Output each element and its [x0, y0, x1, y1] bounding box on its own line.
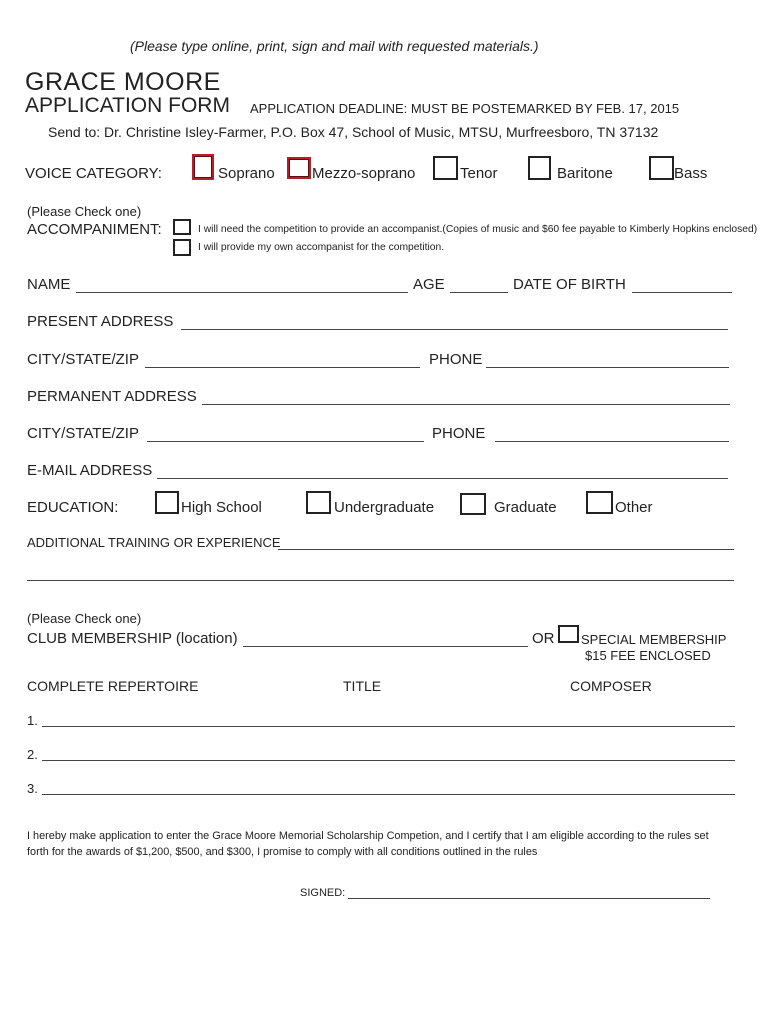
repertoire-composer-header: COMPOSER	[570, 678, 652, 694]
permanent-city-state-zip-field[interactable]	[147, 441, 424, 442]
voice-category-label: VOICE CATEGORY:	[25, 165, 162, 182]
club-note: (Please Check one)	[27, 611, 142, 626]
form-title: GRACE MOORE	[25, 68, 221, 96]
permanent-phone-label: PHONE	[432, 425, 486, 442]
present-city-state-zip-field[interactable]	[145, 367, 420, 368]
repertoire-row-3-field[interactable]	[42, 794, 735, 795]
special-membership-label: SPECIAL MEMBERSHIP	[581, 632, 727, 647]
voice-checkbox-bass[interactable]	[649, 156, 674, 180]
repertoire-header: COMPLETE REPERTOIRE	[27, 678, 199, 694]
education-option-high-school: High School	[181, 499, 262, 516]
email-field[interactable]	[157, 478, 728, 479]
name-field[interactable]	[76, 292, 408, 293]
education-option-undergraduate: Undergraduate	[334, 499, 435, 516]
present-phone-field[interactable]	[486, 367, 729, 368]
send-to-address: Send to: Dr. Christine Isley-Farmer, P.O. Box 47, School of Music, MTSU, Murfreesboro, TN 37132	[48, 124, 659, 140]
voice-option-mezzo-soprano: Mezzo-soprano	[312, 165, 416, 182]
dob-field[interactable]	[632, 292, 732, 293]
special-membership-checkbox[interactable]	[558, 625, 579, 643]
repertoire-row-2-number: 2.	[27, 747, 38, 762]
permanent-address-field[interactable]	[202, 404, 730, 405]
repertoire-title-header: TITLE	[343, 678, 382, 694]
certification-line-2: forth for the awards of $1,200, $500, and $300, I promise to comply with all conditions outlined in the rules	[27, 846, 538, 858]
education-checkbox-high-school[interactable]	[155, 491, 179, 514]
accompaniment-option-own: I will provide my own accompanist for the competition.	[198, 242, 445, 253]
dob-label: DATE OF BIRTH	[513, 276, 626, 293]
present-address-field[interactable]	[181, 329, 728, 330]
repertoire-row-3-number: 3.	[27, 781, 38, 796]
present-phone-label: PHONE	[429, 351, 483, 368]
education-option-graduate: Graduate	[494, 499, 557, 516]
repertoire-row-2-field[interactable]	[42, 760, 735, 761]
accompaniment-note: (Please Check one)	[27, 204, 142, 219]
voice-checkbox-baritone[interactable]	[528, 156, 551, 180]
education-checkbox-other[interactable]	[586, 491, 613, 514]
permanent-address-label: PERMANENT ADDRESS	[27, 388, 197, 405]
special-membership-fee: $15 FEE ENCLOSED	[585, 648, 711, 663]
age-label: AGE	[413, 276, 445, 293]
repertoire-row-1-field[interactable]	[42, 726, 735, 727]
age-field[interactable]	[450, 292, 508, 293]
club-membership-label: CLUB MEMBERSHIP (location)	[27, 630, 238, 647]
voice-option-tenor: Tenor	[460, 165, 498, 182]
voice-option-soprano: Soprano	[218, 165, 275, 182]
instruction-text: (Please type online, print, sign and mail with requested materials.)	[130, 38, 539, 54]
email-label: E-MAIL ADDRESS	[27, 462, 153, 479]
voice-checkbox-mezzo-soprano[interactable]	[287, 157, 311, 179]
accompaniment-checkbox-need[interactable]	[173, 219, 191, 235]
permanent-phone-field[interactable]	[495, 441, 729, 442]
education-checkbox-undergraduate[interactable]	[306, 491, 331, 514]
voice-checkbox-soprano[interactable]	[192, 154, 214, 180]
signed-label: SIGNED:	[300, 887, 346, 899]
club-membership-field[interactable]	[243, 646, 528, 647]
accompaniment-checkbox-own[interactable]	[173, 239, 191, 256]
certification-line-1: I hereby make application to enter the Grace Moore Memorial Scholarship Competion, and I certify that I am eligible according to the rules set	[27, 830, 709, 842]
present-address-label: PRESENT ADDRESS	[27, 313, 174, 330]
accompaniment-option-need: I will need the competition to provide an accompanist.(Copies of music and $60 fee payable to Kimberly Hopkins enclosed)	[198, 224, 758, 235]
accompaniment-label: ACCOMPANIMENT:	[27, 221, 162, 238]
additional-training-field-line2[interactable]	[27, 580, 734, 581]
education-option-other: Other	[615, 499, 653, 516]
voice-option-bass: Bass	[674, 165, 708, 182]
deadline-text: APPLICATION DEADLINE: MUST BE POSTEMARKED BY FEB. 17, 2015	[250, 101, 680, 116]
club-or-text: OR	[532, 630, 555, 647]
additional-training-label: ADDITIONAL TRAINING OR EXPERIENCE	[27, 535, 281, 550]
repertoire-row-1-number: 1.	[27, 713, 38, 728]
form-subtitle: APPLICATION FORM	[25, 94, 230, 117]
name-label: NAME	[27, 276, 71, 293]
permanent-city-state-zip-label: CITY/STATE/ZIP	[27, 425, 139, 442]
voice-option-baritone: Baritone	[557, 165, 613, 182]
additional-training-field[interactable]	[278, 549, 734, 550]
education-checkbox-graduate[interactable]	[460, 493, 486, 515]
signature-field[interactable]	[348, 898, 710, 899]
voice-checkbox-tenor[interactable]	[433, 156, 458, 180]
present-city-state-zip-label: CITY/STATE/ZIP	[27, 351, 139, 368]
education-label: EDUCATION:	[27, 499, 119, 516]
